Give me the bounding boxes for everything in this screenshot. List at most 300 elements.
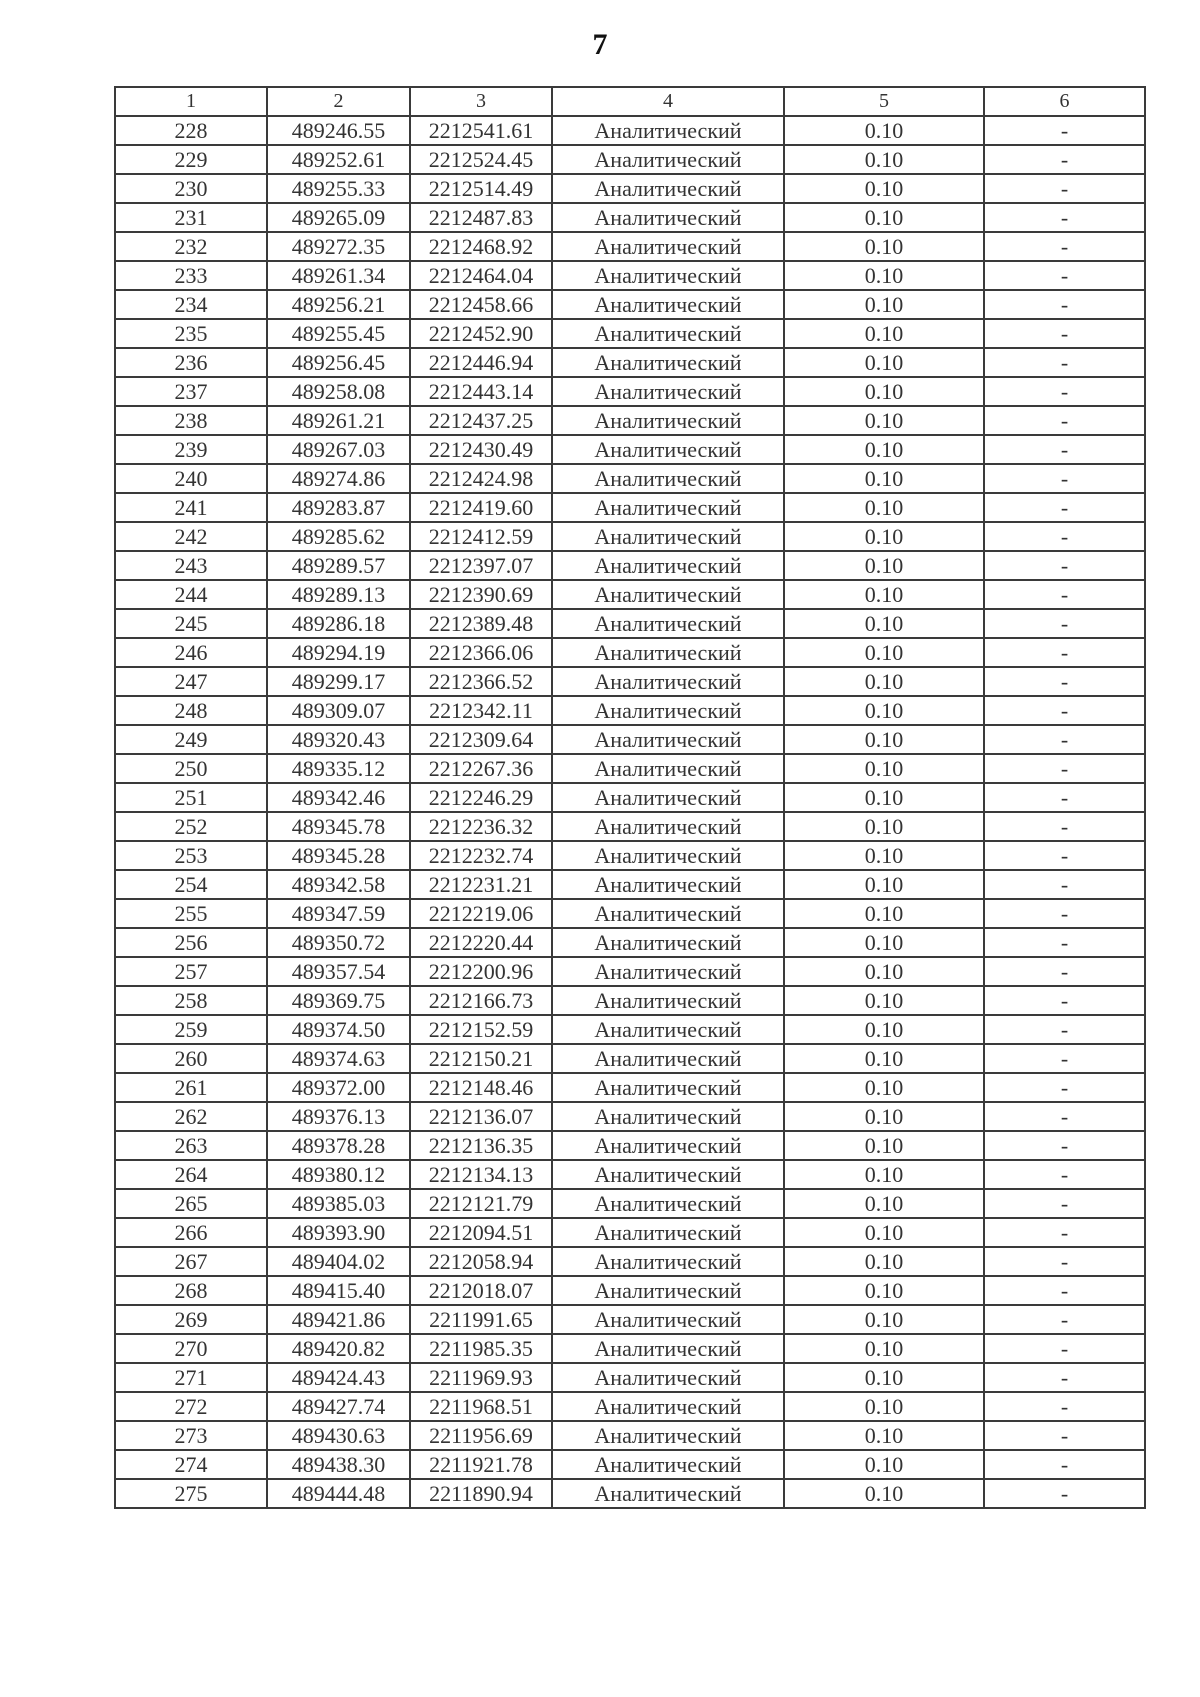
- table-row: [115, 1363, 1145, 1392]
- table-cell: 0.10: [784, 1450, 984, 1479]
- table-cell: -: [984, 609, 1145, 638]
- table-cell: Аналитический: [552, 203, 784, 232]
- table-cell: 242: [115, 522, 267, 551]
- table-row: [115, 783, 1145, 812]
- table-cell: Аналитический: [552, 928, 784, 957]
- table-cell: 239: [115, 435, 267, 464]
- table-row: [115, 580, 1145, 609]
- table-cell: 2212366.52: [410, 667, 552, 696]
- table-cell: 0.10: [784, 1131, 984, 1160]
- table-cell: -: [984, 377, 1145, 406]
- table-cell: 489261.21: [267, 406, 410, 435]
- table-cell: 245: [115, 609, 267, 638]
- table-cell: Аналитический: [552, 696, 784, 725]
- table-cell: -: [984, 1276, 1145, 1305]
- table-cell: 0.10: [784, 928, 984, 957]
- table-cell: 0.10: [784, 667, 984, 696]
- table-cell: 231: [115, 203, 267, 232]
- table-cell: 2212390.69: [410, 580, 552, 609]
- table-cell: -: [984, 1334, 1145, 1363]
- table-cell: 244: [115, 580, 267, 609]
- table-cell: 0.10: [784, 783, 984, 812]
- column-header: 4: [552, 87, 784, 116]
- table-cell: 489256.45: [267, 348, 410, 377]
- table-cell: Аналитический: [552, 609, 784, 638]
- table-cell: 0.10: [784, 812, 984, 841]
- table-row: [115, 1131, 1145, 1160]
- table-cell: -: [984, 812, 1145, 841]
- table-cell: -: [984, 1015, 1145, 1044]
- table-cell: 489265.09: [267, 203, 410, 232]
- table-cell: 489374.63: [267, 1044, 410, 1073]
- table-row: [115, 522, 1145, 551]
- table-cell: 0.10: [784, 1044, 984, 1073]
- table-cell: 2212220.44: [410, 928, 552, 957]
- table-cell: -: [984, 1044, 1145, 1073]
- table-cell: 2212458.66: [410, 290, 552, 319]
- table-cell: -: [984, 551, 1145, 580]
- table-cell: 489350.72: [267, 928, 410, 957]
- table-cell: 2212121.79: [410, 1189, 552, 1218]
- table-cell: 274: [115, 1450, 267, 1479]
- table-cell: 228: [115, 116, 267, 145]
- table-row: [115, 261, 1145, 290]
- table-cell: Аналитический: [552, 348, 784, 377]
- table-cell: 489246.55: [267, 116, 410, 145]
- table-row: [115, 1218, 1145, 1247]
- table-row: [115, 319, 1145, 348]
- table-cell: 0.10: [784, 1363, 984, 1392]
- table-cell: 489286.18: [267, 609, 410, 638]
- table-cell: Аналитический: [552, 754, 784, 783]
- table-row: [115, 290, 1145, 319]
- table-cell: 273: [115, 1421, 267, 1450]
- table-cell: 2212148.46: [410, 1073, 552, 1102]
- table-cell: Аналитический: [552, 957, 784, 986]
- table-row: [115, 232, 1145, 261]
- table-cell: 2211890.94: [410, 1479, 552, 1508]
- table-row: [115, 1073, 1145, 1102]
- table-cell: 2212219.06: [410, 899, 552, 928]
- table-cell: Аналитический: [552, 725, 784, 754]
- table-row: [115, 899, 1145, 928]
- table-cell: 489342.58: [267, 870, 410, 899]
- table-cell: 0.10: [784, 986, 984, 1015]
- table-cell: 0.10: [784, 406, 984, 435]
- table-cell: Аналитический: [552, 261, 784, 290]
- table-cell: 489393.90: [267, 1218, 410, 1247]
- table-cell: 2212524.45: [410, 145, 552, 174]
- table-cell: 232: [115, 232, 267, 261]
- table-cell: 2212134.13: [410, 1160, 552, 1189]
- table-row: [115, 1392, 1145, 1421]
- table-cell: 0.10: [784, 1218, 984, 1247]
- table-cell: -: [984, 986, 1145, 1015]
- table-cell: 230: [115, 174, 267, 203]
- table-cell: Аналитический: [552, 464, 784, 493]
- table-row: [115, 928, 1145, 957]
- table-cell: 489430.63: [267, 1421, 410, 1450]
- table-cell: -: [984, 145, 1145, 174]
- table-cell: Аналитический: [552, 1189, 784, 1218]
- table-cell: 0.10: [784, 870, 984, 899]
- table-row: [115, 1102, 1145, 1131]
- table-cell: 489378.28: [267, 1131, 410, 1160]
- table-cell: -: [984, 232, 1145, 261]
- table-cell: 489255.45: [267, 319, 410, 348]
- table-cell: 0.10: [784, 725, 984, 754]
- table-row: [115, 435, 1145, 464]
- table-row: [115, 870, 1145, 899]
- table-cell: -: [984, 1479, 1145, 1508]
- table-row: [115, 145, 1145, 174]
- table-cell: 489438.30: [267, 1450, 410, 1479]
- table-cell: -: [984, 696, 1145, 725]
- table-cell: -: [984, 435, 1145, 464]
- table-cell: 489252.61: [267, 145, 410, 174]
- table-cell: -: [984, 1247, 1145, 1276]
- table-cell: Аналитический: [552, 435, 784, 464]
- table-cell: 489261.34: [267, 261, 410, 290]
- table-cell: Аналитический: [552, 1044, 784, 1073]
- table-cell: 0.10: [784, 638, 984, 667]
- table-cell: 489372.00: [267, 1073, 410, 1102]
- table-cell: 489345.78: [267, 812, 410, 841]
- table-cell: 489289.13: [267, 580, 410, 609]
- table-cell: 253: [115, 841, 267, 870]
- table-cell: 0.10: [784, 551, 984, 580]
- table-cell: 2212424.98: [410, 464, 552, 493]
- table-cell: 2212468.92: [410, 232, 552, 261]
- table-cell: 2212018.07: [410, 1276, 552, 1305]
- table-cell: 2212452.90: [410, 319, 552, 348]
- table-cell: -: [984, 1160, 1145, 1189]
- table-cell: Аналитический: [552, 1247, 784, 1276]
- table-cell: 489374.50: [267, 1015, 410, 1044]
- table-row: [115, 406, 1145, 435]
- table-cell: 489256.21: [267, 290, 410, 319]
- table-cell: 263: [115, 1131, 267, 1160]
- table-cell: 0.10: [784, 841, 984, 870]
- table-cell: -: [984, 116, 1145, 145]
- table-cell: 2212487.83: [410, 203, 552, 232]
- table-cell: Аналитический: [552, 1392, 784, 1421]
- table-cell: 0.10: [784, 203, 984, 232]
- table-row: [115, 348, 1145, 377]
- table-cell: Аналитический: [552, 1305, 784, 1334]
- table-cell: -: [984, 406, 1145, 435]
- table-cell: 489272.35: [267, 232, 410, 261]
- table-cell: Аналитический: [552, 580, 784, 609]
- table-cell: Аналитический: [552, 145, 784, 174]
- column-header: 2: [267, 87, 410, 116]
- table-cell: 0.10: [784, 1015, 984, 1044]
- table-cell: -: [984, 580, 1145, 609]
- table-cell: Аналитический: [552, 290, 784, 319]
- table-cell: 0.10: [784, 1160, 984, 1189]
- table-body: [115, 116, 1145, 1508]
- table-cell: 489320.43: [267, 725, 410, 754]
- table-cell: 0.10: [784, 348, 984, 377]
- table-cell: -: [984, 667, 1145, 696]
- table-cell: 0.10: [784, 1479, 984, 1508]
- column-header: 3: [410, 87, 552, 116]
- table-cell: -: [984, 1392, 1145, 1421]
- table-cell: 261: [115, 1073, 267, 1102]
- table-cell: 2211969.93: [410, 1363, 552, 1392]
- table-row: [115, 174, 1145, 203]
- table-cell: 489309.07: [267, 696, 410, 725]
- table-cell: 0.10: [784, 696, 984, 725]
- table-cell: 2212152.59: [410, 1015, 552, 1044]
- table-cell: -: [984, 203, 1145, 232]
- table-row: [115, 754, 1145, 783]
- table-cell: 489347.59: [267, 899, 410, 928]
- table-cell: 2212231.21: [410, 870, 552, 899]
- table-cell: -: [984, 290, 1145, 319]
- table-row: [115, 609, 1145, 638]
- table-row: [115, 667, 1145, 696]
- table-cell: 237: [115, 377, 267, 406]
- table-cell: 246: [115, 638, 267, 667]
- table-cell: 2211985.35: [410, 1334, 552, 1363]
- table-cell: 229: [115, 145, 267, 174]
- table-cell: 2212437.25: [410, 406, 552, 435]
- table-cell: Аналитический: [552, 812, 784, 841]
- table-cell: 489385.03: [267, 1189, 410, 1218]
- table-cell: -: [984, 1073, 1145, 1102]
- table-cell: 2212419.60: [410, 493, 552, 522]
- table-row: [115, 551, 1145, 580]
- table-cell: Аналитический: [552, 551, 784, 580]
- table-row: [115, 1450, 1145, 1479]
- table-cell: 0.10: [784, 174, 984, 203]
- table-cell: 489294.19: [267, 638, 410, 667]
- table-cell: 2212464.04: [410, 261, 552, 290]
- table-cell: 489376.13: [267, 1102, 410, 1131]
- table-cell: 0.10: [784, 1276, 984, 1305]
- table-cell: 2212541.61: [410, 116, 552, 145]
- table-cell: 489421.86: [267, 1305, 410, 1334]
- table-cell: 489299.17: [267, 667, 410, 696]
- table-cell: 264: [115, 1160, 267, 1189]
- table-cell: 0.10: [784, 754, 984, 783]
- table-cell: Аналитический: [552, 1015, 784, 1044]
- table-cell: Аналитический: [552, 1102, 784, 1131]
- table-cell: 2212200.96: [410, 957, 552, 986]
- table-cell: -: [984, 493, 1145, 522]
- table-cell: 233: [115, 261, 267, 290]
- table-cell: 0.10: [784, 116, 984, 145]
- table-row: [115, 1189, 1145, 1218]
- table-cell: 489285.62: [267, 522, 410, 551]
- coordinates-table: [114, 86, 1146, 1509]
- table-cell: 489289.57: [267, 551, 410, 580]
- table-cell: 260: [115, 1044, 267, 1073]
- table-cell: 489258.08: [267, 377, 410, 406]
- table-cell: -: [984, 1102, 1145, 1131]
- table-cell: 0.10: [784, 1421, 984, 1450]
- table-cell: Аналитический: [552, 1276, 784, 1305]
- table-cell: 2212236.32: [410, 812, 552, 841]
- table-row: [115, 1015, 1145, 1044]
- table-cell: 2211991.65: [410, 1305, 552, 1334]
- table-cell: 2212150.21: [410, 1044, 552, 1073]
- table-row: [115, 1276, 1145, 1305]
- table-cell: -: [984, 754, 1145, 783]
- table-cell: 270: [115, 1334, 267, 1363]
- table-cell: Аналитический: [552, 1131, 784, 1160]
- table-cell: 0.10: [784, 435, 984, 464]
- table-cell: 2212267.36: [410, 754, 552, 783]
- table-cell: 489255.33: [267, 174, 410, 203]
- table-cell: -: [984, 522, 1145, 551]
- table-cell: -: [984, 1218, 1145, 1247]
- table-cell: 489424.43: [267, 1363, 410, 1392]
- table-row: [115, 1479, 1145, 1508]
- table-cell: 489444.48: [267, 1479, 410, 1508]
- table-cell: 0.10: [784, 522, 984, 551]
- table-cell: 2212366.06: [410, 638, 552, 667]
- table-row: [115, 203, 1145, 232]
- table-cell: -: [984, 1305, 1145, 1334]
- table-cell: Аналитический: [552, 870, 784, 899]
- table-cell: Аналитический: [552, 1334, 784, 1363]
- table-row: [115, 725, 1145, 754]
- table-cell: 0.10: [784, 580, 984, 609]
- table-cell: -: [984, 319, 1145, 348]
- table-row: [115, 1421, 1145, 1450]
- table-cell: 2211921.78: [410, 1450, 552, 1479]
- table-cell: 0.10: [784, 1392, 984, 1421]
- table-cell: 489345.28: [267, 841, 410, 870]
- table-cell: 241: [115, 493, 267, 522]
- table-cell: 234: [115, 290, 267, 319]
- table-cell: 0.10: [784, 957, 984, 986]
- table-cell: 2212166.73: [410, 986, 552, 1015]
- table-cell: 2212136.35: [410, 1131, 552, 1160]
- table-cell: 269: [115, 1305, 267, 1334]
- table-cell: 489357.54: [267, 957, 410, 986]
- table-cell: 2212397.07: [410, 551, 552, 580]
- table-cell: 254: [115, 870, 267, 899]
- table-row: [115, 493, 1145, 522]
- table-cell: 0.10: [784, 232, 984, 261]
- table-cell: 272: [115, 1392, 267, 1421]
- table-cell: -: [984, 1363, 1145, 1392]
- table-cell: 2212232.74: [410, 841, 552, 870]
- table-cell: -: [984, 783, 1145, 812]
- table-cell: 2212443.14: [410, 377, 552, 406]
- table-cell: 0.10: [784, 1189, 984, 1218]
- table-cell: 2212094.51: [410, 1218, 552, 1247]
- table-cell: Аналитический: [552, 899, 784, 928]
- table-cell: Аналитический: [552, 667, 784, 696]
- table-cell: 262: [115, 1102, 267, 1131]
- table-cell: Аналитический: [552, 1479, 784, 1508]
- table-cell: 235: [115, 319, 267, 348]
- table-row: [115, 638, 1145, 667]
- table-cell: 275: [115, 1479, 267, 1508]
- table-cell: Аналитический: [552, 1450, 784, 1479]
- table-cell: 0.10: [784, 1305, 984, 1334]
- table-cell: 258: [115, 986, 267, 1015]
- table-row: [115, 841, 1145, 870]
- table-cell: 2212309.64: [410, 725, 552, 754]
- table-cell: 252: [115, 812, 267, 841]
- table-cell: Аналитический: [552, 232, 784, 261]
- table-cell: 240: [115, 464, 267, 493]
- table-cell: 2211956.69: [410, 1421, 552, 1450]
- table-cell: 2212389.48: [410, 609, 552, 638]
- table-cell: 265: [115, 1189, 267, 1218]
- table-cell: 2212514.49: [410, 174, 552, 203]
- table-row: [115, 696, 1145, 725]
- table-cell: 2212246.29: [410, 783, 552, 812]
- table-row: [115, 957, 1145, 986]
- table-cell: 250: [115, 754, 267, 783]
- table-cell: Аналитический: [552, 319, 784, 348]
- table-cell: -: [984, 174, 1145, 203]
- table-cell: 2212342.11: [410, 696, 552, 725]
- table-row: [115, 1247, 1145, 1276]
- table-cell: 2212446.94: [410, 348, 552, 377]
- table-cell: 2211968.51: [410, 1392, 552, 1421]
- table-cell: 268: [115, 1276, 267, 1305]
- table-cell: 248: [115, 696, 267, 725]
- table-cell: 489274.86: [267, 464, 410, 493]
- table-cell: 0.10: [784, 319, 984, 348]
- table-cell: 0.10: [784, 261, 984, 290]
- table-cell: -: [984, 899, 1145, 928]
- table-cell: Аналитический: [552, 841, 784, 870]
- table-cell: 489342.46: [267, 783, 410, 812]
- table-cell: 0.10: [784, 464, 984, 493]
- table-cell: Аналитический: [552, 522, 784, 551]
- table-cell: 251: [115, 783, 267, 812]
- table-cell: 489415.40: [267, 1276, 410, 1305]
- column-header: 5: [784, 87, 984, 116]
- table-row: [115, 986, 1145, 1015]
- table-cell: 256: [115, 928, 267, 957]
- table-cell: 267: [115, 1247, 267, 1276]
- table-cell: Аналитический: [552, 377, 784, 406]
- table-cell: Аналитический: [552, 783, 784, 812]
- table-row: [115, 1160, 1145, 1189]
- table-cell: -: [984, 841, 1145, 870]
- table-cell: -: [984, 348, 1145, 377]
- table-cell: -: [984, 1189, 1145, 1218]
- table-cell: Аналитический: [552, 406, 784, 435]
- table-cell: 0.10: [784, 1102, 984, 1131]
- table-row: [115, 812, 1145, 841]
- table-cell: Аналитический: [552, 638, 784, 667]
- table-header-row: [115, 87, 1145, 116]
- table-row: [115, 377, 1145, 406]
- table-cell: 0.10: [784, 1247, 984, 1276]
- table-row: [115, 464, 1145, 493]
- table-cell: Аналитический: [552, 1363, 784, 1392]
- table-cell: 271: [115, 1363, 267, 1392]
- table-cell: -: [984, 928, 1145, 957]
- table-row: [115, 1044, 1145, 1073]
- table-cell: 238: [115, 406, 267, 435]
- table-cell: 489380.12: [267, 1160, 410, 1189]
- table-cell: Аналитический: [552, 1218, 784, 1247]
- table-cell: 0.10: [784, 145, 984, 174]
- table-cell: -: [984, 464, 1145, 493]
- table-cell: 489404.02: [267, 1247, 410, 1276]
